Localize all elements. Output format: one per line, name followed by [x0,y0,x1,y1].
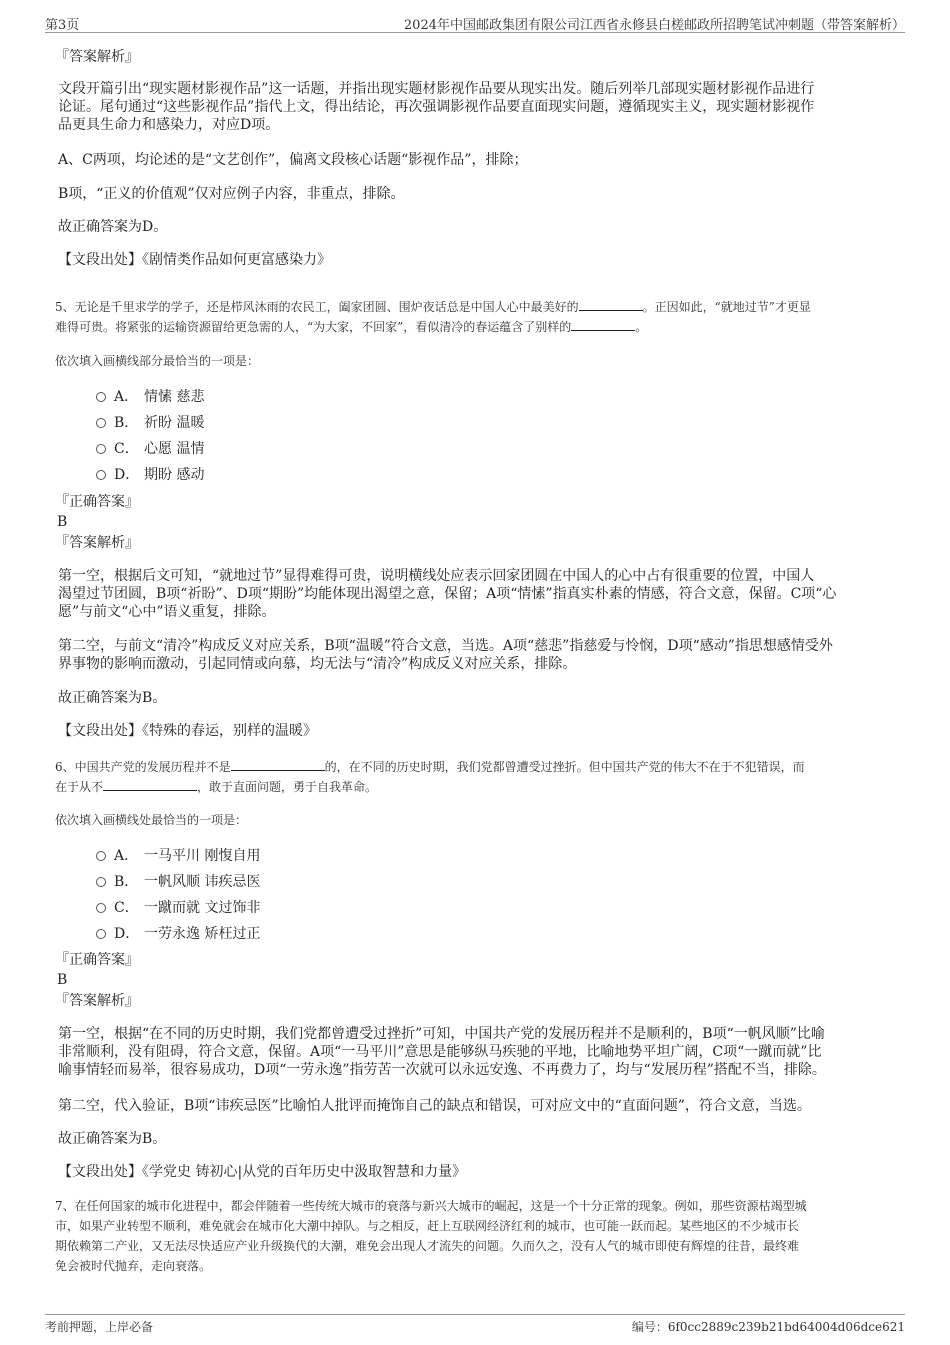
option-text: 一帆风顺 讳疾忌医 [144,874,261,890]
text-line: 界事物的影响而激动，引起同情或向慕，均无法与“清冷”构成反义对应关系，排除。 [58,656,577,672]
option-key: B． [114,415,139,431]
q6-conclusion: 故正确答案为B。 [58,1131,167,1147]
option-text: 期盼 感动 [144,467,205,483]
q5-analysis-first [58,567,888,621]
q6-option-d[interactable] [96,924,260,944]
q4-analysis-paragraph [58,80,888,134]
q6-option-a[interactable] [96,846,260,866]
option-text: 一劳永逸 矫枉过正 [144,926,261,942]
q5-option-a[interactable] [96,387,204,407]
q5-analysis-label: 『答案解析』 [55,535,139,551]
q7-question [55,1196,893,1276]
text-line: 喻事情轻而易举，很容易成功，D项“一劳永逸”指劳苦一次就可以永远安逸、不再费力了，均与“发展历程”搭配不当，排除。 [58,1062,826,1078]
q4-analysis-label: 『答案解析』 [55,49,139,65]
text-line: 第二空，与前文“清冷”构成反义对应关系，B项“温暖”符合文意，当选。A项“慈悲”指慈爱与怜悯，D项“感动”指思想感情受外 [58,638,833,654]
option-key: D． [114,926,140,942]
fill-blank [579,298,643,311]
radio-icon[interactable] [96,903,106,913]
option-key: C． [114,441,139,457]
q5-conclusion: 故正确答案为B。 [58,690,167,706]
q6-prompt: 依次填入画横线处最恰当的一项是： [55,813,248,827]
q5-answer: B [57,514,68,530]
option-text: 祈盼 温暖 [144,415,205,431]
text-line: 论证。尾句通过“这些影视作品”指代上文，得出结论，再次强调影视作品要直面现实问题，遵循现实主义，现实题材影视作 [58,99,815,115]
option-key: C． [114,900,139,916]
option-text: 情愫 慈悲 [144,389,205,405]
radio-icon[interactable] [96,851,106,861]
q6-text-c: 在于从不 [55,780,104,794]
text-line: 非常顺利，没有阻碍，符合文意，保留。A项“一马平川”意思是能够纵马疾驰的平地，比喻地势平坦广阔，C项“一蹴而就”比 [58,1044,822,1060]
footer-code: 编号：6f0cc2889c239b21bd64004d06dce621 [631,1320,905,1334]
radio-icon[interactable] [96,392,106,402]
option-text: 一蹴而就 文过饰非 [144,900,261,916]
q6-option-c[interactable] [96,898,260,918]
q5-option-d[interactable] [96,465,204,485]
fill-blank [103,778,197,791]
option-key: B． [114,874,139,890]
q6-analysis-label: 『答案解析』 [55,993,139,1009]
document-title: 2024年中国邮政集团有限公司江西省永修县白槎邮政所招聘笔试冲刺题（带答案解析） [403,18,905,33]
text-line: 7、在任何国家的城市化进程中，都会伴随着一些传统大城市的衰落与新兴大城市的崛起，这是一个十分正常的现象。例如，那些资源枯竭型城 [55,1199,807,1213]
option-key: D． [114,467,140,483]
q4-conclusion: 故正确答案为D。 [58,219,168,235]
text-line: 市，如果产业转型不顺利，难免就会在城市化大潮中掉队。与之相反，赶上互联网经济红利的城市，也可能一跃而起。某些地区的不少城市长 [55,1219,800,1233]
q6-correct-label: 『正确答案』 [55,952,139,968]
text-line: 免会被时代抛弃，走向衰落。 [55,1259,212,1273]
radio-icon[interactable] [96,877,106,887]
q6-text-b: 的，在不同的历史时期，我们党都曾遭受过挫折。但中国共产党的伟大不在于不犯错误，而 [324,760,805,774]
q6-text-d: ，敢于直面问题，勇于自我革命。 [197,780,378,794]
q6-analysis-second: 第二空，代入验证，B项“讳疾忌医”比喻怕人批评而掩饰自己的缺点和错误，可对应文中的“直面问题”，符合文意，当选。 [58,1098,811,1114]
text-line: 渴望过节团圆，B项“祈盼”、D项“期盼”均能体现出渴望之意，保留；A项“情愫”指真实朴素的情感，符合文意，保留。C项“心 [58,586,837,602]
radio-icon[interactable] [96,470,106,480]
text-line: 第一空，根据后文可知，“就地过节”显得难得可贵，说明横线处应表示回家团圆在中国人的心中占有很重要的位置，中国人 [58,568,815,584]
fill-blank [231,758,325,771]
fill-blank [571,318,635,331]
text-line: 第一空，根据“在不同的历史时期，我们党都曾遭受过挫折”可知，中国共产党的发展历程并不是顺利的，B项“一帆风顺”比喻 [58,1026,825,1042]
q6-text-a: 6、中国共产党的发展历程并不是 [55,760,231,774]
option-text: 心愿 温情 [144,441,205,457]
q4-analysis-b: B项，“正义的价值观”仅对应例子内容，非重点，排除。 [58,186,405,202]
q5-prompt: 依次填入画横线部分最恰当的一项是： [55,354,260,368]
q5-option-b[interactable] [96,413,204,433]
text-line: 愿”与前文“心中”语义重复，排除。 [58,604,276,620]
text-line: 品更具生命力和感染力，对应D项。 [58,117,280,133]
page-header [45,14,905,33]
radio-icon[interactable] [96,444,106,454]
q6-question [55,757,893,797]
q6-option-b[interactable] [96,872,260,892]
q5-text-c: 难得可贵。将紧张的运输资源留给更急需的人，“为大家，不回家”，看似清冷的春运蕴含了别样的 [55,320,572,334]
text-line: 期依赖第二产业，又无法尽快适应产业升级换代的大潮，难免会出现人才流失的问题。久而久之，没有人气的城市即使有辉煌的往昔，最终难 [55,1239,800,1253]
option-key: A． [114,389,139,405]
q5-correct-label: 『正确答案』 [55,494,139,510]
page-number: 第3页 [45,18,80,33]
text-line: 文段开篇引出“现实题材影视作品”这一话题，并指出现实题材影视作品要从现实出发。随后列举几部现实题材影视作品进行 [58,81,815,97]
q5-source: 【文段出处】《特殊的春运，别样的温暖》 [58,723,317,739]
q5-analysis-second [58,637,888,673]
q6-source: 【文段出处】《学党史 铸初心|从党的百年历史中汲取智慧和力量》 [58,1164,467,1180]
q6-answer: B [57,972,68,988]
radio-icon[interactable] [96,418,106,428]
radio-icon[interactable] [96,929,106,939]
option-key: A． [114,848,139,864]
page-footer [45,1314,905,1334]
q5-text-d: 。 [635,320,648,334]
q4-analysis-ac: A、C两项，均论述的是“文艺创作”，偏离文段核心话题“影视作品”，排除； [58,152,528,168]
q5-option-c[interactable] [96,439,204,459]
q6-analysis-first [58,1025,888,1079]
option-text: 一马平川 刚愎自用 [144,848,261,864]
footer-slogan: 考前押题，上岸必备 [45,1320,154,1334]
q5-text-b: 。正因如此，“就地过节”才更显 [642,300,811,314]
q4-source: 【文段出处】《剧情类作品如何更富感染力》 [58,252,331,268]
q5-text-a: 5、无论是千里求学的学子，还是栉风沐雨的农民工，阖家团圆、围炉夜话总是中国人心中最美好的 [55,300,579,314]
q5-question [55,297,893,337]
